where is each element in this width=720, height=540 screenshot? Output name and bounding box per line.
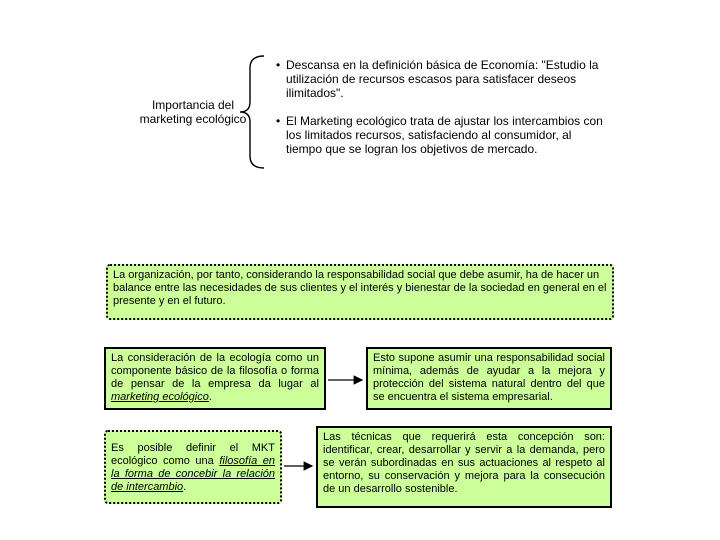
bullet-dot: • (276, 114, 281, 128)
bullet-list (276, 58, 610, 170)
bullet-item (276, 58, 610, 100)
box-organizacion: La organización, por tanto, considerando la responsabilidad social que debe asumir, ha de hacer un balance entre las necesidades de sus clientes y el interés y bienestar de la sociedad en general en el presente y en el futuro. (106, 264, 614, 320)
box-supone: Esto supone asumir una responsabilidad social mínima, además de ayudar a la mejora y protección del sistema natural dentro del que se encuentra el sistema empresarial. (366, 347, 612, 410)
box-consideracion-link: marketing ecológico (111, 391, 209, 403)
box-definir (104, 430, 282, 504)
box-consideracion-end: . (208, 391, 212, 403)
box-tecnicas: Las técnicas que requerirá esta concepción son: identificar, crear, desarrollar y servir a la demanda, pero se verán subordinadas en sus actuaciones al respeto al entorno, su conservación y mejora para la consecución de un desarrollo sostenible. (316, 426, 612, 508)
box-definir-link: filosofía en la forma de concebir la relación de intercambio (111, 455, 276, 493)
box-consideracion-text: La consideración de la ecología como un componente básico de la filosofía o forma de pensar de la empresa da lugar al (111, 352, 319, 390)
box-definir-text: Es posible definir el MKT ecológico como una (111, 442, 275, 467)
box-consideracion (104, 347, 326, 410)
bullet-item (276, 114, 610, 156)
bullet-text: El Marketing ecológico trata de ajustar los intercambios con los limitados recursos, satisfaciendo al consumidor, al tiempo que se logran los objetivos de mercado. (286, 114, 603, 156)
bullet-dot: • (276, 58, 281, 72)
curly-brace (236, 54, 270, 170)
bullet-text: Descansa en la definición básica de Economía: "Estudio la utilización de recursos escasos para satisfacer deseos ilimitados". (286, 58, 599, 100)
diagram-title: Importancia del marketing ecológico (139, 98, 247, 126)
box-definir-end: . (183, 481, 187, 493)
